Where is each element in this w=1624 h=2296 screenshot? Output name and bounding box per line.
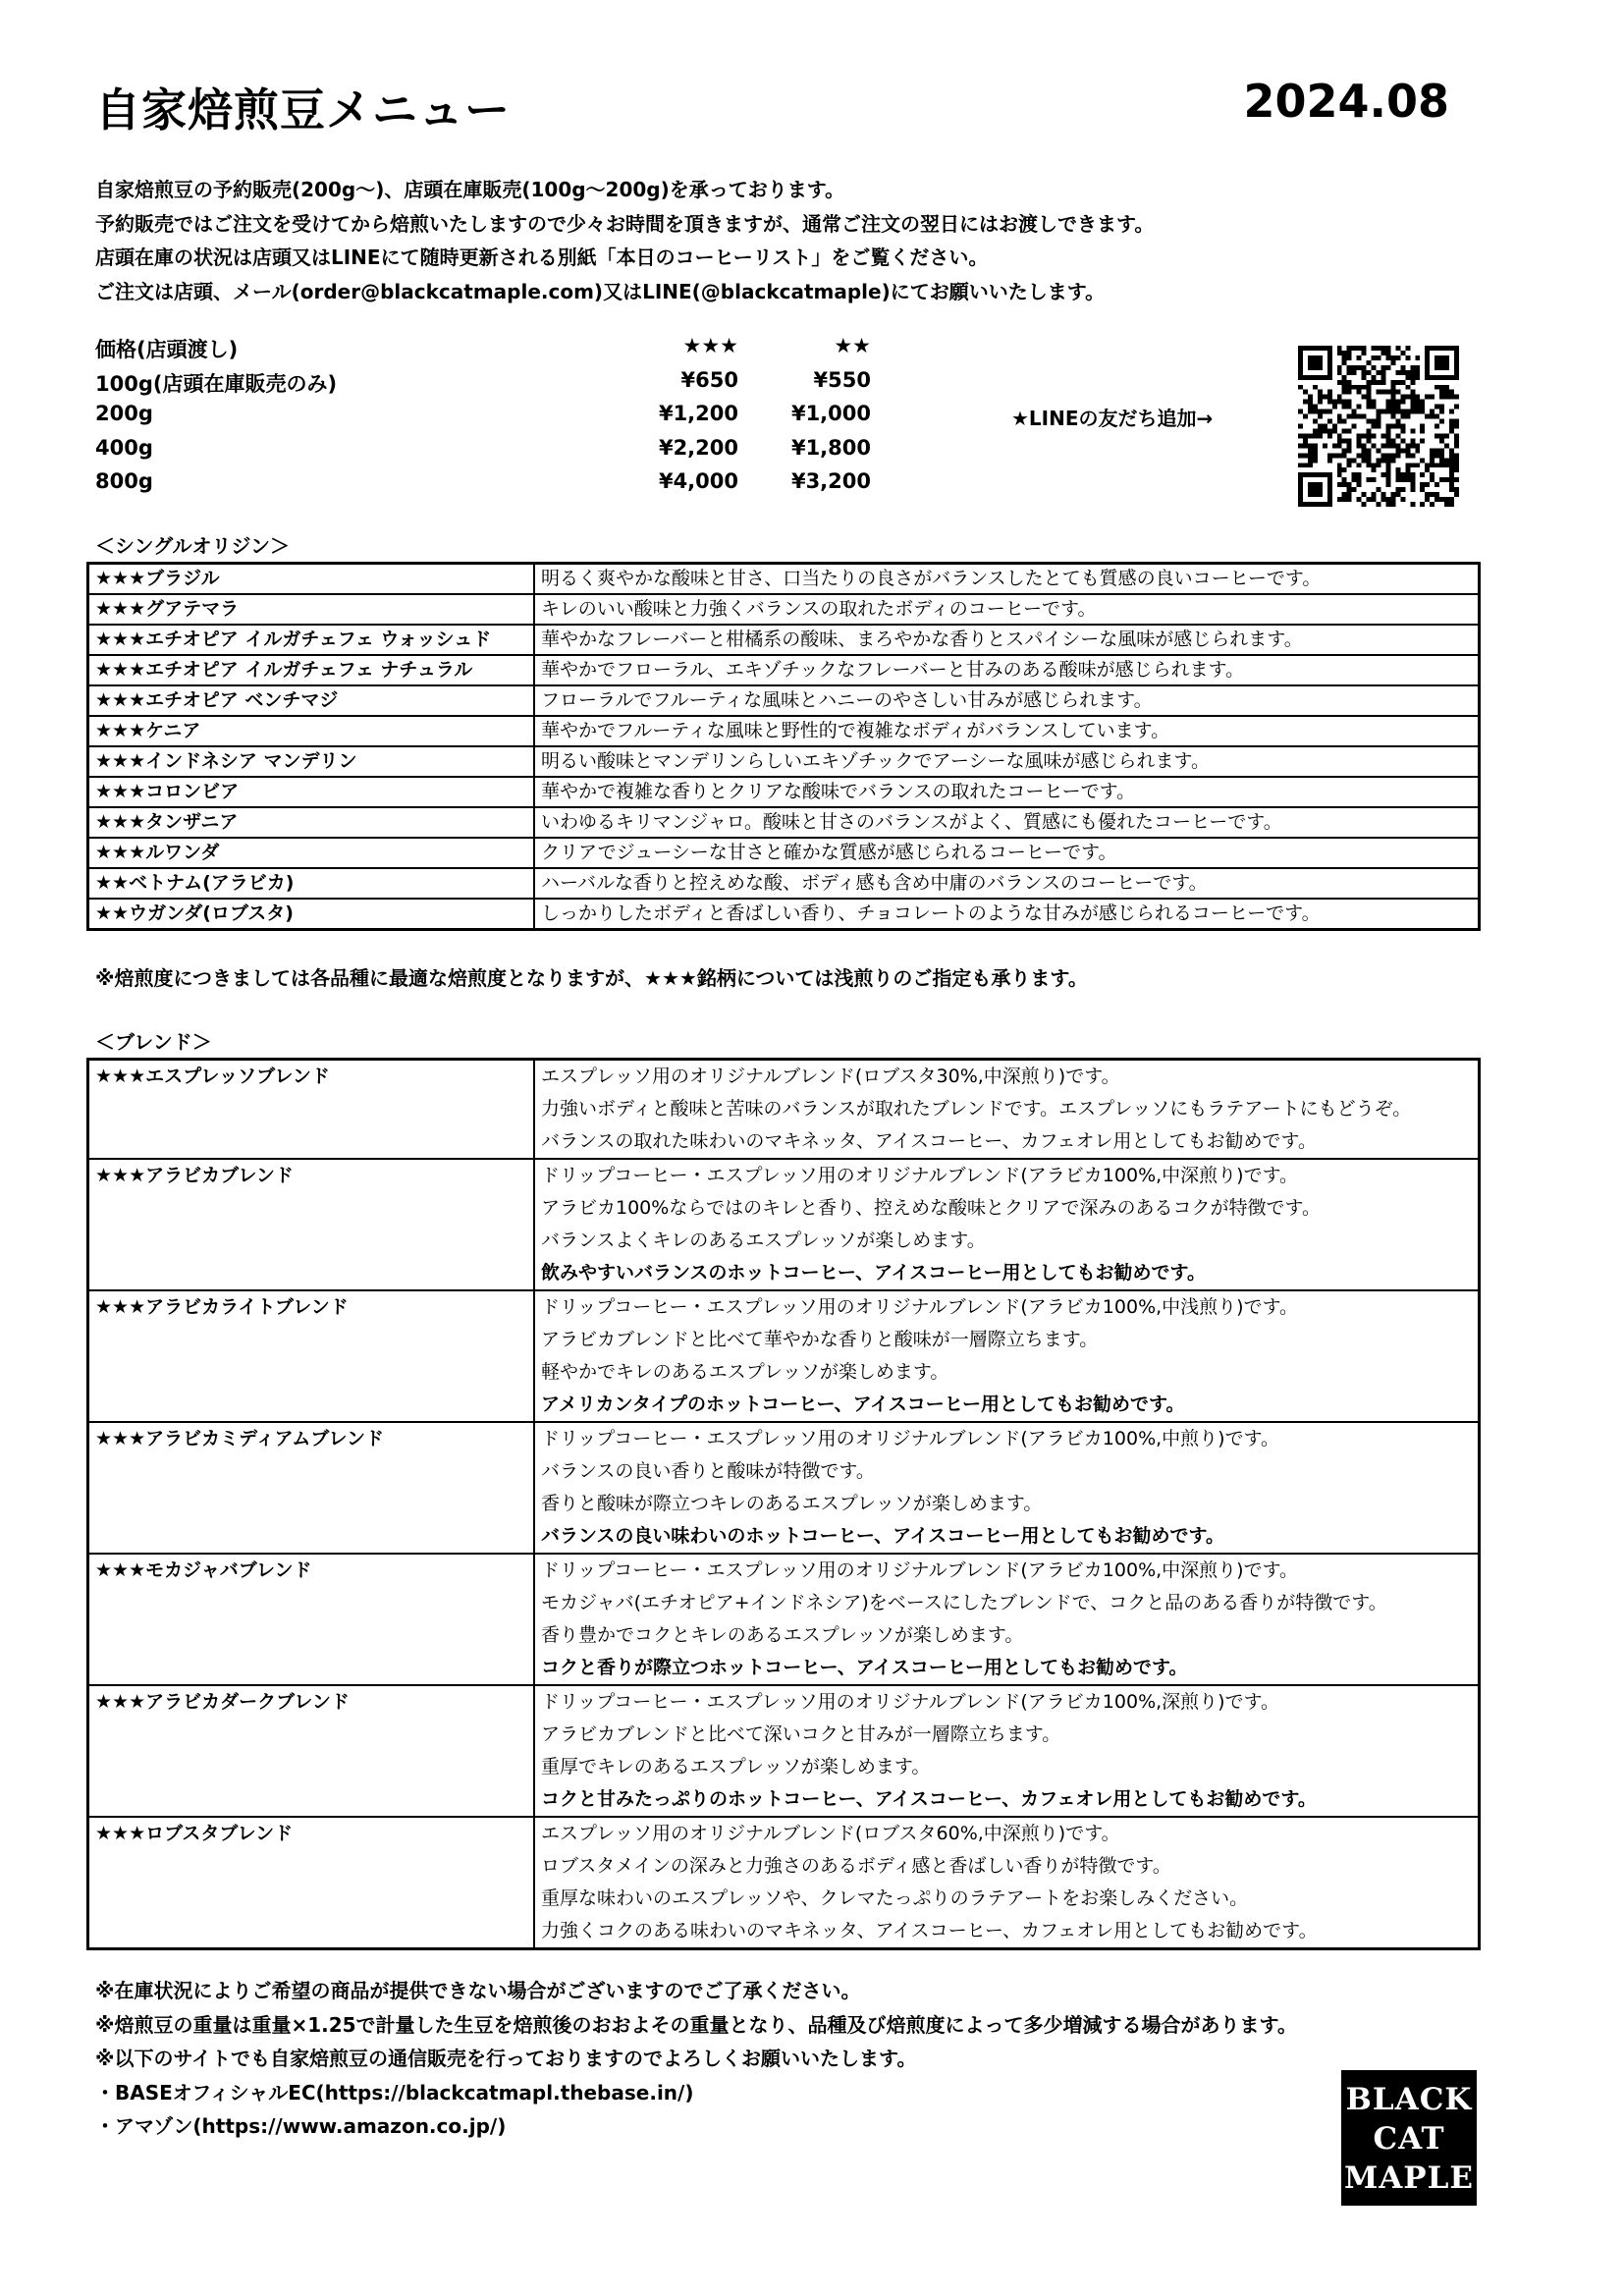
bean-name: ★★ウガンダ(ロブスタ): [88, 899, 535, 930]
intro-text: [95, 173, 1470, 308]
bean-description: クリアでジューシーな甘さと確かな質感が感じられるコーヒーです。: [534, 838, 1480, 868]
roast-note: ※焙煎度につきましては各品種に最適な焙煎度となりますが、★★★銘柄については浅煎りのご指定も承ります。: [95, 966, 1088, 990]
blend-description: [534, 1554, 1480, 1685]
blend-description: [534, 1422, 1480, 1554]
blend-description-line: 力強いボディと酸味と苦味のバランスが取れたブレンドです。エスプレッソにもラテアートにもどうぞ。: [541, 1098, 1412, 1120]
single-origin-row: [88, 899, 1480, 930]
blend-description-line: ドリップコーヒー・エスプレッソ用のオリジナルブレンド(アラビカ100%,中浅煎り)です。: [541, 1296, 1299, 1318]
blend-row: [88, 1422, 1480, 1554]
blend-name: ★★★モカジャバブレンド: [88, 1554, 535, 1685]
blend-description-line: 香りと酸味が際立つキレのあるエスプレッソが楽しめます。: [541, 1493, 1043, 1514]
blend-row: [88, 1817, 1480, 1949]
bean-name: ★★★ケニア: [88, 716, 535, 746]
single-origin-row: [88, 746, 1480, 777]
bean-description: いわゆるキリマンジャロ。酸味と甘さのバランスがよく、質感にも優れたコーヒーです。: [534, 807, 1480, 838]
blend-description: [534, 1817, 1480, 1949]
price-label: 100g(店頭在庫販売のみ): [95, 371, 338, 396]
page-title: 自家焙煎豆メニュー: [95, 83, 511, 137]
blend-table: [86, 1058, 1481, 1950]
price-two-star: ¥550: [813, 367, 871, 392]
menu-date: 2024.08: [1243, 75, 1449, 128]
blend-row: [88, 1159, 1480, 1290]
price-row: [95, 402, 871, 436]
footer-link-amazon[interactable]: ・アマゾン(https://www.amazon.co.jp/): [95, 2114, 507, 2138]
line-friend-add-label: ★LINEの友だち追加→: [1011, 407, 1214, 430]
bean-description: 明るい酸味とマンデリンらしいエキゾチックでアーシーな風味が感じられます。: [534, 746, 1480, 777]
single-origin-row: [88, 594, 1480, 625]
intro-line: ご注文は店頭、メール(order@blackcatmaple.com)又はLINE(@blackcatmaple)にてお願いいたします。: [95, 279, 1106, 303]
blend-description-line: 飲みやすいバランスのホットコーヒー、アイスコーヒー用としてもお勧めです。: [541, 1262, 1206, 1284]
blend-name: ★★★ロブスタブレンド: [88, 1817, 535, 1949]
bean-name: ★★★インドネシア マンデリン: [88, 746, 535, 777]
price-label: 200g: [95, 402, 153, 425]
price-label: 価格(店頭渡し): [95, 338, 239, 361]
single-origin-heading: ＜シングルオリジン＞: [95, 534, 290, 558]
blend-row: [88, 1554, 1480, 1685]
blend-description: [534, 1159, 1480, 1290]
blend-description-line: アラビカブレンドと比べて華やかな香りと酸味が一層際立ちます。: [541, 1329, 1099, 1350]
intro-line: 自家焙煎豆の予約販売(200g～)、店頭在庫販売(100g～200g)を承っております。: [95, 178, 845, 201]
footer-line: ※焙煎豆の重量は重量×1.25で計量した生豆を焙煎後のおおよその重量となり、品種及び焙煎度によって多少増減する場合があります。: [95, 2012, 1297, 2037]
single-origin-row: [88, 685, 1480, 716]
price-two-star: ¥1,800: [790, 435, 871, 460]
blend-description-line: コクと香りが際立つホットコーヒー、アイスコーヒー用としてもお勧めです。: [541, 1657, 1188, 1678]
footer-notes: [95, 1974, 1297, 2144]
bean-description: 華やかで複雑な香りとクリアな酸味でバランスの取れたコーヒーです。: [534, 777, 1480, 807]
blend-description-line: ドリップコーヒー・エスプレッソ用のオリジナルブレンド(アラビカ100%,深煎り)です。: [541, 1691, 1280, 1713]
price-three-star: ¥2,200: [658, 435, 738, 460]
blend-description-line: エスプレッソ用のオリジナルブレンド(ロブスタ60%,中深煎り)です。: [541, 1823, 1120, 1844]
blend-description-line: ドリップコーヒー・エスプレッソ用のオリジナルブレンド(アラビカ100%,中深煎り)です。: [541, 1559, 1299, 1581]
blend-name: ★★★エスプレッソブレンド: [88, 1060, 535, 1160]
bean-description: 明るく爽やかな酸味と甘さ、口当たりの良さがバランスしたとても質感の良いコーヒーです。: [534, 564, 1480, 595]
footer-link-base[interactable]: ・BASEオフィシャルEC(https://blackcatmapl.thebase.in/): [95, 2080, 694, 2105]
price-label: 400g: [95, 435, 153, 460]
blend-name: ★★★アラビカライトブレンド: [88, 1290, 535, 1422]
blend-description-line: バランスの良い味わいのホットコーヒー、アイスコーヒー用としてもお勧めです。: [541, 1525, 1224, 1547]
blend-heading: ＜ブレンド＞: [95, 1030, 212, 1054]
price-list: [95, 334, 871, 504]
blend-description-line: ドリップコーヒー・エスプレッソ用のオリジナルブレンド(アラビカ100%,中煎り)です。: [541, 1428, 1280, 1449]
blend-description-line: ドリップコーヒー・エスプレッソ用のオリジナルブレンド(アラビカ100%,中深煎り)です。: [541, 1165, 1299, 1186]
bean-description: 華やかなフレーバーと柑橘系の酸味、まろやかな香りとスパイシーな風味が感じられます。: [534, 625, 1480, 655]
single-origin-row: [88, 868, 1480, 899]
price-two-star: ★★: [834, 334, 871, 357]
logo-line: CAT: [1373, 2121, 1445, 2157]
single-origin-row: [88, 655, 1480, 685]
bean-name: ★★★エチオピア ベンチマジ: [88, 685, 535, 716]
blend-description-line: バランスの取れた味わいのマキネッタ、アイスコーヒー、カフェオレ用としてもお勧めです。: [541, 1130, 1318, 1152]
black-cat-maple-logo: [1341, 2070, 1477, 2206]
blend-description-line: エスプレッソ用のオリジナルブレンド(ロブスタ30%,中深煎り)です。: [541, 1066, 1120, 1087]
blend-name: ★★★アラビカブレンド: [88, 1159, 535, 1290]
bean-description: キレのいい酸味と力強くバランスの取れたボディのコーヒーです。: [534, 594, 1480, 625]
bean-description: ハーバルな香りと控えめな酸、ボディ感も含め中庸のバランスのコーヒーです。: [534, 868, 1480, 899]
single-origin-row: [88, 807, 1480, 838]
price-row: [95, 435, 871, 470]
blend-description-line: アメリカンタイプのホットコーヒー、アイスコーヒー用としてもお勧めです。: [541, 1394, 1185, 1415]
bean-name: ★★★ルワンダ: [88, 838, 535, 868]
price-two-star: ¥1,000: [790, 402, 871, 425]
bean-name: ★★★グアテマラ: [88, 594, 535, 625]
logo-line: MAPLE: [1343, 2160, 1475, 2196]
blend-description: [534, 1290, 1480, 1422]
blend-description-line: コクと甘みたっぷりのホットコーヒー、アイスコーヒー、カフェオレ用としてもお勧めです。: [541, 1788, 1317, 1810]
blend-description-line: バランスの良い香りと酸味が特徴です。: [541, 1460, 875, 1482]
blend-description-line: モカジャバ(エチオピア+インドネシア)をベースにしたブレンドで、コクと品のある香りが特徴です。: [541, 1592, 1387, 1613]
bean-name: ★★ベトナム(アラビカ): [88, 868, 535, 899]
price-row: [95, 469, 871, 504]
blend-name: ★★★アラビカミディアムブレンド: [88, 1422, 535, 1554]
blend-row: [88, 1685, 1480, 1817]
single-origin-row: [88, 777, 1480, 807]
blend-description-line: アラビカブレンドと比べて深いコクと甘みが一層際立ちます。: [541, 1723, 1061, 1745]
price-row: [95, 334, 871, 368]
bean-name: ★★★ブラジル: [88, 564, 535, 595]
single-origin-row: [88, 716, 1480, 746]
blend-row: [88, 1290, 1480, 1422]
intro-line: 店頭在庫の状況は店頭又はLINEにて随時更新される別紙「本日のコーヒーリスト」をご覧ください。: [95, 246, 989, 269]
blend-description-line: 重厚な味わいのエスプレッソや、クレマたっぷりのラテアートをお楽しみください。: [541, 1887, 1249, 1909]
blend-row: [88, 1060, 1480, 1160]
line-qr-code-icon[interactable]: [1298, 346, 1459, 507]
single-origin-row: [88, 838, 1480, 868]
price-two-star: ¥3,200: [790, 469, 871, 493]
blend-description-line: 力強くコクのある味わいのマキネッタ、アイスコーヒー、カフェオレ用としてもお勧めです。: [541, 1920, 1318, 1941]
blend-name: ★★★アラビカダークブレンド: [88, 1685, 535, 1817]
single-origin-table: [86, 562, 1481, 931]
bean-description: 華やかでフルーティな風味と野性的で複雑なボディがバランスしています。: [534, 716, 1480, 746]
footer-line: ※以下のサイトでも自家焙煎豆の通信販売を行っておりますのでよろしくお願いいたします。: [95, 2047, 917, 2070]
intro-line: 予約販売ではご注文を受けてから焙煎いたしますので少々お時間を頂きますが、通常ご注文の翌日にはお渡しできます。: [95, 211, 1155, 236]
blend-description-line: 香り豊かでコクとキレのあるエスプレッソが楽しめます。: [541, 1624, 1024, 1646]
single-origin-row: [88, 564, 1480, 595]
bean-name: ★★★コロンビア: [88, 777, 535, 807]
price-three-star: ¥1,200: [658, 402, 738, 425]
price-label: 800g: [95, 469, 153, 493]
bean-description: フローラルでフルーティな風味とハニーのやさしい甘みが感じられます。: [534, 685, 1480, 716]
blend-description-line: アラビカ100%ならではのキレと香り、控えめな酸味とクリアで深みのあるコクが特徴です。: [541, 1197, 1321, 1219]
price-three-star: ★★★: [682, 334, 738, 357]
price-row: [95, 367, 871, 403]
price-three-star: ¥650: [680, 367, 738, 392]
footer-line: ※在庫状況によりご希望の商品が提供できない場合がございますのでご了承ください。: [95, 1979, 861, 2002]
blend-description-line: 重厚でキレのあるエスプレッソが楽しめます。: [541, 1756, 931, 1777]
price-three-star: ¥4,000: [658, 469, 738, 493]
bean-description: しっかりしたボディと香ばしい香り、チョコレートのような甘みが感じられるコーヒーです。: [534, 899, 1480, 930]
bean-name: ★★★タンザニア: [88, 807, 535, 838]
blend-description: [534, 1060, 1480, 1160]
bean-name: ★★★エチオピア イルガチェフェ ナチュラル: [88, 655, 535, 685]
blend-description-line: ロブスタメインの深みと力強さのあるボディ感と香ばしい香りが特徴です。: [541, 1855, 1171, 1877]
bean-description: 華やかでフローラル、エキゾチックなフレーバーと甘みのある酸味が感じられます。: [534, 655, 1480, 685]
single-origin-row: [88, 625, 1480, 655]
blend-description-line: バランスよくキレのあるエスプレッソが楽しめます。: [541, 1230, 986, 1251]
blend-description-line: 軽やかでキレのあるエスプレッソが楽しめます。: [541, 1361, 949, 1383]
blend-description: [534, 1685, 1480, 1817]
bean-name: ★★★エチオピア イルガチェフェ ウォッシュド: [88, 625, 535, 655]
logo-line: BLACK: [1345, 2082, 1473, 2117]
